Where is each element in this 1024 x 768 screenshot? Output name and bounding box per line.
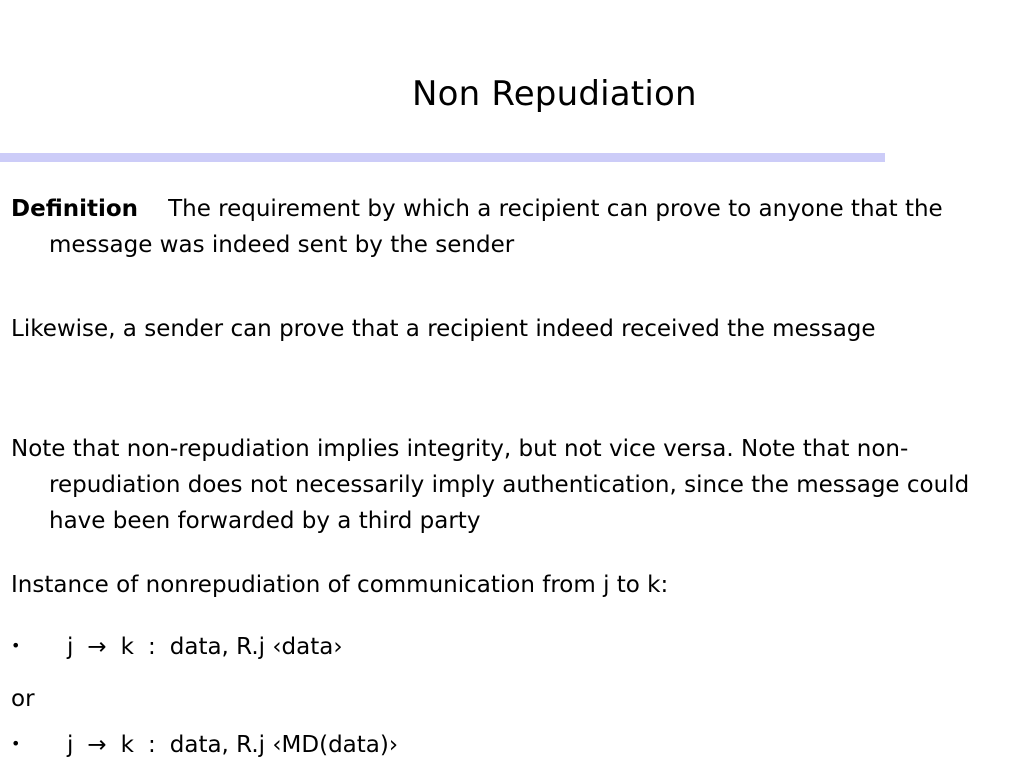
arrow-icon: →	[87, 732, 107, 758]
definition-label: Definition	[11, 196, 139, 222]
likewise-paragraph: Likewise, a sender can prove that a recipient indeed received the message	[11, 316, 876, 342]
slide-title: Non Repudiation	[412, 74, 697, 114]
arrow-icon: →	[87, 634, 107, 660]
bullet-from: j	[67, 634, 74, 660]
definition-paragraph	[11, 191, 1016, 263]
bullet-colon: :	[148, 634, 156, 660]
bullet-to: k	[120, 732, 134, 758]
definition-text: The requirement by which a recipient can prove to anyone that the message was indeed sent by the sender	[49, 196, 943, 258]
note-paragraph: Note that non-repudiation implies integrity, but not vice versa. Note that non-repudiation does not necessarily imply authentication, since the message could have been forwarded by a third party	[11, 436, 970, 534]
bullet-message: data, R.j ‹data›	[169, 634, 343, 660]
instance-paragraph: Instance of nonrepudiation of communication from j to k:	[11, 572, 669, 598]
bullet-message: data, R.j ‹MD(data)›	[169, 732, 399, 758]
bullet-from: j	[67, 732, 74, 758]
bullet-marker: •	[11, 733, 21, 753]
bullet-marker: •	[11, 635, 21, 655]
title-divider	[0, 153, 885, 162]
connector-text: or	[11, 686, 35, 712]
bullet-item	[11, 629, 343, 666]
bullet-colon: :	[148, 732, 156, 758]
bullet-item	[11, 727, 398, 764]
bullet-to: k	[120, 634, 134, 660]
